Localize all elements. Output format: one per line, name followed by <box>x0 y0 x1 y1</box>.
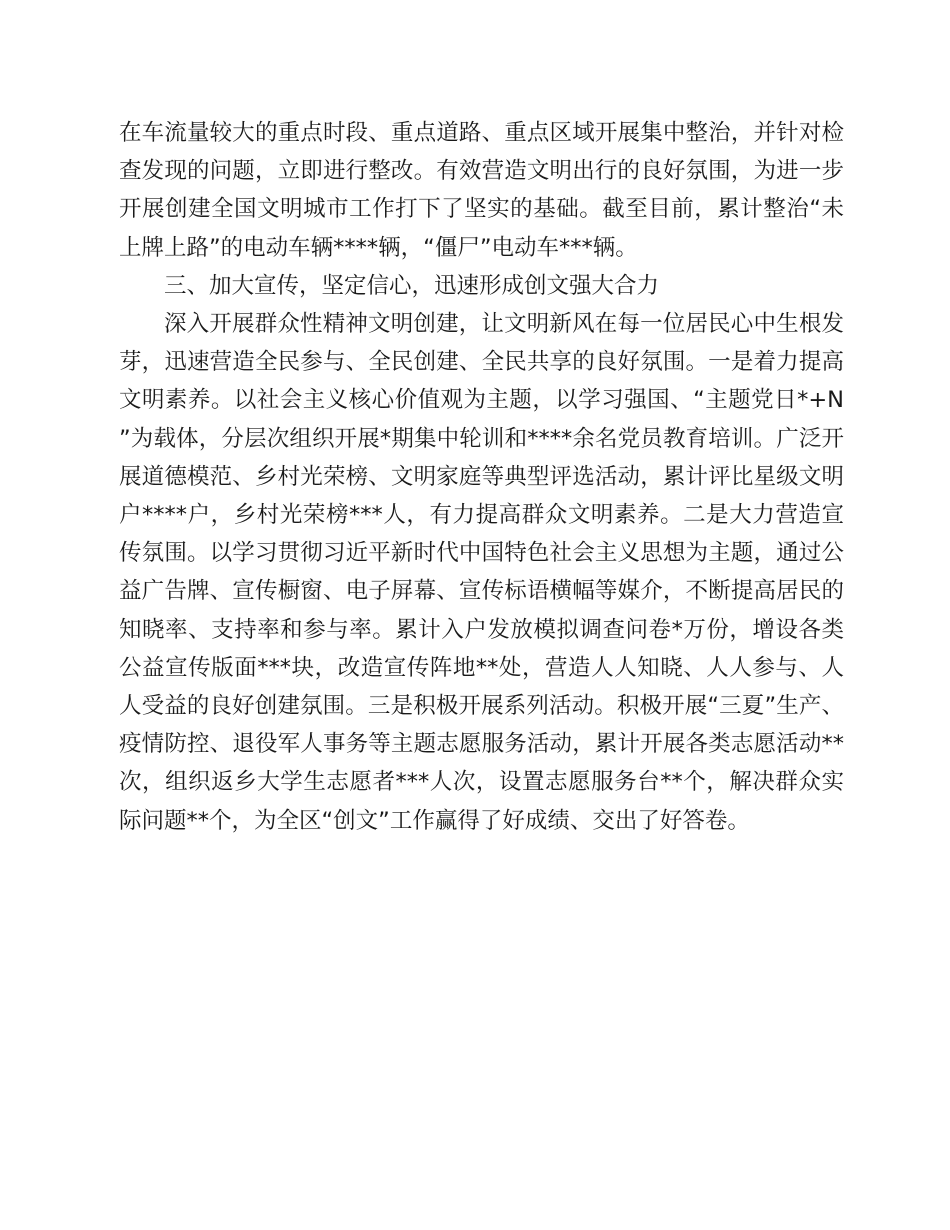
continuation-paragraph: 在车流量较大的重点时段、重点道路、重点区域开展集中整治，并针对检查发现的问题，立即进行整改。有效营造文明出行的良好氛围，为进一步开展创建全国文明城市工作打下了坚实的基础。截至目前，累计整治“未上牌上路”的电动车辆****辆，“僵尸”电动车***辆。 <box>119 120 844 261</box>
body-paragraph: 深入开展群众性精神文明创建，让文明新风在每一位居民心中生根发芽，迅速营造全民参与、全民创建、全民共享的良好氛围。一是着力提高文明素养。以社会主义核心价值观为主题，以学习强国、“主题党日*+N ”为载体，分层次组织开展*期集中轮训和****余名党员教育培训。广泛开展道德模范、乡村光荣榜、文明家庭等典型评选活动，累计评比星级文明户****户，乡村光荣榜***人，有力提高群众文明素养。二是大力营造宣传氛围。以学习贯彻习近平新时代中国特色社会主义思想为主题，通过公益广告牌、宣传橱窗、电子屏幕、宣传标语横幅等媒介，不断提高居民的知晓率、支持率和参与率。累计入户发放模拟调查问卷*万份，增设各类公益宣传版面***块，改造宣传阵地**处，营造人人知晓、人人参与、人人受益的良好创建氛围。三是积极开展系列活动。积极开展“三夏”生产、疫情防控、退役军人事务等主题志愿服务活动，累计开展各类志愿活动**次，组织返乡大学生志愿者***人次，设置志愿服务台**个，解决群众实际问题**个，为全区“创文”工作赢得了好成绩、交出了好答卷。 <box>119 311 844 834</box>
section-heading: 三、加大宣传，坚定信心，迅速形成创文强大合力 <box>164 272 660 299</box>
document-body <box>119 114 844 840</box>
